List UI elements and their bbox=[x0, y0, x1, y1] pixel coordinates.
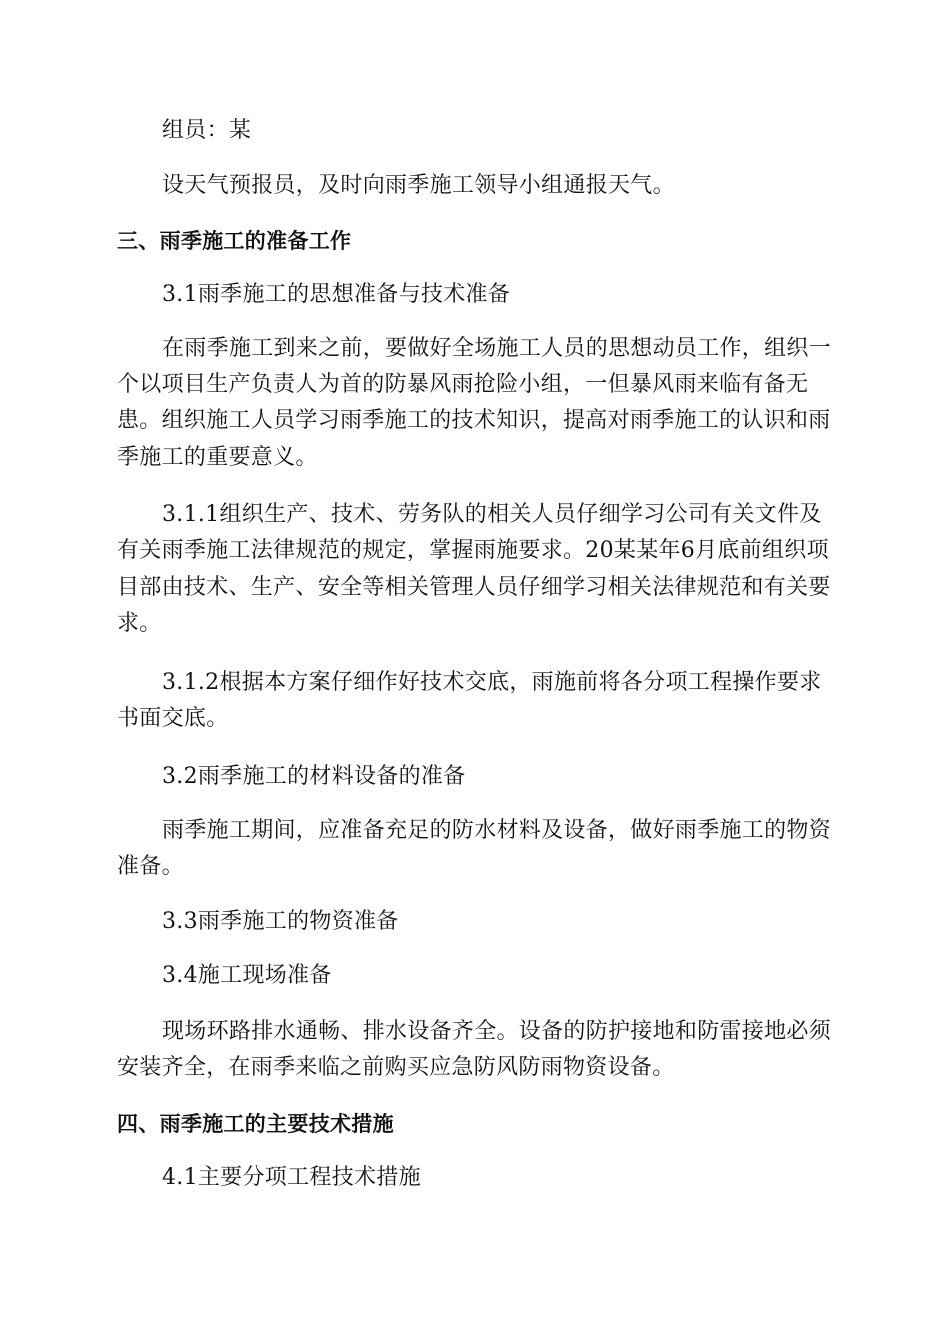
paragraph-3-1-2-line-1: 3.1.2根据本方案仔细作好技术交底，雨施前将各分项工程操作要求 bbox=[162, 670, 822, 695]
subsection-3-4-heading: 3.4施工现场准备 bbox=[162, 963, 332, 988]
subsection-3-1-heading: 3.1雨季施工的思想准备与技术准备 bbox=[162, 282, 511, 307]
paragraph-3-1-1-line-2: 有关雨季施工法律规范的规定，掌握雨施要求。20某某年6月底前组织项 bbox=[117, 538, 829, 563]
section-3-heading: 三、雨季施工的准备工作 bbox=[117, 229, 352, 253]
subsection-4-1-heading: 4.1主要分项工程技术措施 bbox=[162, 1165, 421, 1190]
paragraph-3-1-2-line-2: 书面交底。 bbox=[117, 706, 229, 731]
paragraph-3-2-line-1: 雨季施工期间，应准备充足的防水材料及设备，做好雨季施工的物资 bbox=[162, 818, 832, 843]
paragraph-3-4-line-2: 安装齐全，在雨季来临之前购买应急防风防雨物资设备。 bbox=[117, 1055, 675, 1080]
section-4-heading: 四、雨季施工的主要技术措施 bbox=[117, 1112, 394, 1136]
paragraph-3-2-line-2: 准备。 bbox=[117, 854, 184, 879]
team-member-line: 组员：某 bbox=[162, 118, 252, 143]
weather-forecaster-paragraph: 设天气预报员，及时向雨季施工领导小组通报天气。 bbox=[162, 173, 675, 198]
paragraph-3-1-line-2: 个以项目生产负责人为首的防暴风雨抢险小组，一但暴风雨来临有备无 bbox=[117, 372, 809, 397]
paragraph-3-1-line-1: 在雨季施工到来之前，要做好全场施工人员的思想动员工作，组织一 bbox=[162, 336, 832, 361]
paragraph-3-1-1-line-1: 3.1.1组织生产、技术、劳务队的相关人员仔细学习公司有关文件及 bbox=[162, 502, 822, 527]
subsection-3-2-heading: 3.2雨季施工的材料设备的准备 bbox=[162, 764, 466, 789]
paragraph-3-1-line-4: 季施工的重要意义。 bbox=[117, 445, 318, 470]
paragraph-3-1-1-line-3: 目部由技术、生产、安全等相关管理人员仔细学习相关法律规范和有关要 bbox=[117, 575, 831, 600]
paragraph-3-4-line-1: 现场环路排水通畅、排水设备齐全。设备的防护接地和防雷接地必须 bbox=[162, 1019, 832, 1044]
paragraph-3-1-line-3: 患。组织施工人员学习雨季施工的技术知识，提高对雨季施工的认识和雨 bbox=[117, 408, 831, 433]
subsection-3-3-heading: 3.3雨季施工的物资准备 bbox=[162, 909, 399, 934]
paragraph-3-1-1-line-4: 求。 bbox=[117, 611, 162, 636]
